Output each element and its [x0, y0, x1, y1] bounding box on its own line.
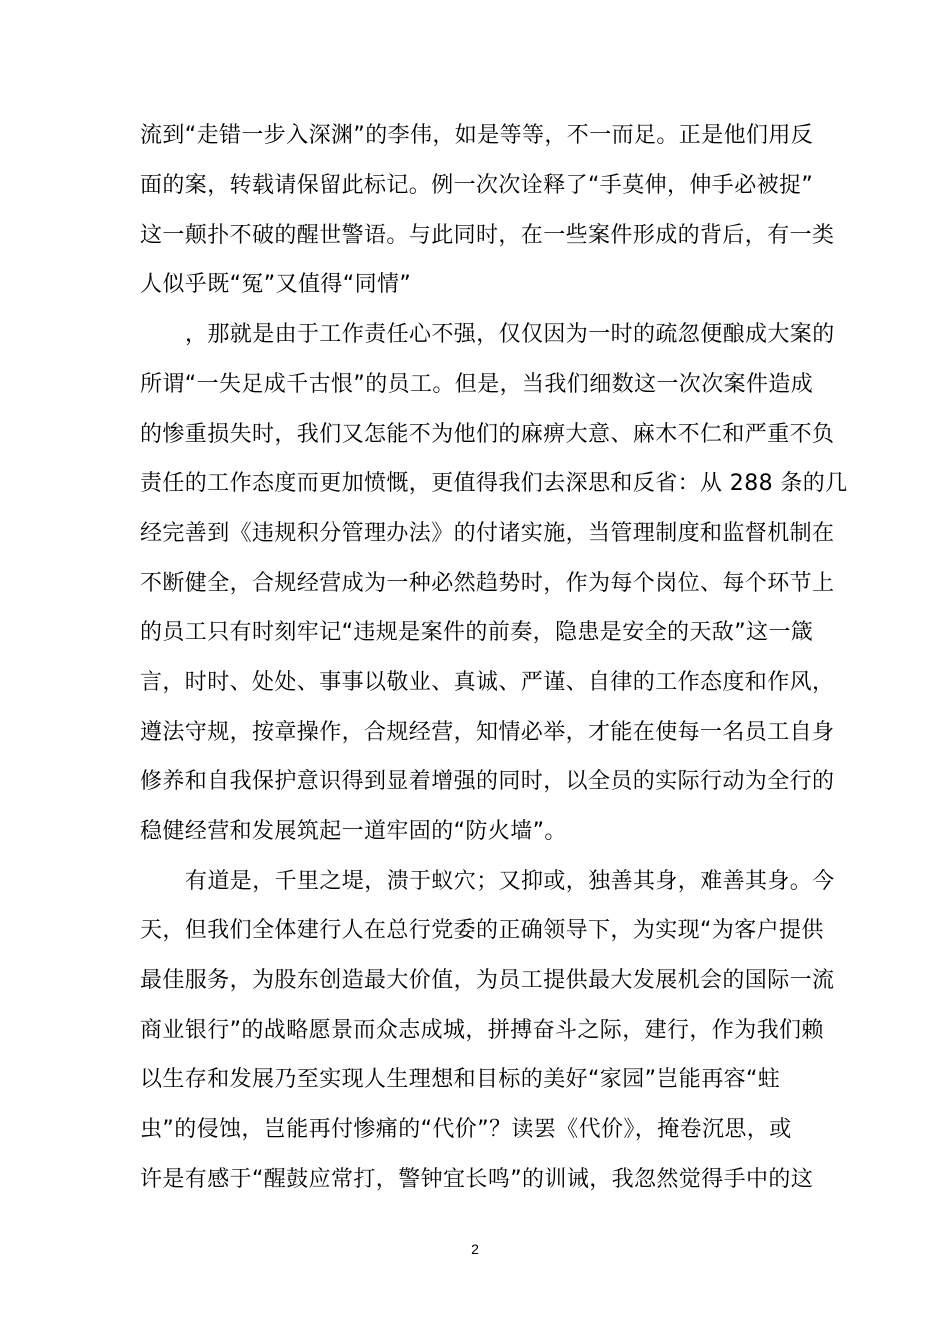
text-line: 遵法守规，按章操作，合规经营，知情必举，才能在使每一名员工自身 [140, 720, 835, 745]
text-line: 有道是，千里之堤，溃于蚁穴；又抑或，独善其身，难善其身。今 [185, 869, 835, 894]
text-line: 许是有感于“醒鼓应常打，警钟宜长鸣”的训诫，我忽然觉得手中的这 [140, 1167, 814, 1192]
text-line: ，那就是由于工作责任心不强，仅仅因为一时的疏忽便酿成大案的 [185, 322, 835, 347]
text-line: 不断健全，合规经营成为一种必然趋势时，作为每个岗位、每个环节上 [140, 571, 835, 596]
text-line: 商业银行”的战略愿景而众志成城，拼搏奋斗之际，建行，作为我们赖 [140, 1018, 824, 1043]
text-line: 所谓“一失足成千古恨”的员工。但是，当我们细数这一次次案件造成 [140, 372, 814, 397]
text-line: 稳健经营和发展筑起一道牢固的“防火墙”。 [140, 819, 567, 844]
text-line: 流到“走错一步入深渊”的李伟，如是等等，不一而足。正是他们用反 [140, 123, 814, 148]
text-line: 以生存和发展乃至实现人生理想和目标的美好“家园”岂能再容“蛀 [140, 1067, 781, 1092]
text-line: 言，时时、处处、事事以敬业、真诚、严谨、自律的工作态度和作风， [140, 670, 835, 695]
text-line: 责任的工作态度而更加愤慨，更值得我们去深思和反省：从 288 条的几 [140, 471, 848, 496]
text-line: 这一颠扑不破的醒世警语。与此同时，在一些案件形成的背后，有一类 [140, 223, 835, 248]
text-line: 最佳服务，为股东创造最大价值，为员工提供最大发展机会的国际一流 [140, 968, 835, 993]
text-line: 修养和自我保护意识得到显着增强的同时，以全员的实际行动为全行的 [140, 769, 835, 794]
text-line: 的惨重损失时，我们又怎能不为他们的麻痹大意、麻木不仁和严重不负 [140, 422, 835, 447]
text-line: 天，但我们全体建行人在总行党委的正确领导下，为实现“为客户提供 [140, 918, 824, 943]
text-line: 面的案，转载请保留此标记。例一次次诠释了“手莫伸，伸手必被捉” [140, 173, 814, 198]
text-line: 人似乎既“冤”又值得“同情” [140, 272, 412, 297]
text-line: 虫”的侵蚀，岂能再付惨痛的“代价”？读罢《代价》，掩卷沉思，或 [140, 1117, 792, 1142]
text-line: 的员工只有时刻牢记“违规是案件的前奏，隐患是安全的天敌”这一箴 [140, 620, 814, 645]
page-number: 2 [471, 1241, 479, 1257]
text-line: 经完善到《违规积分管理办法》的付诸实施，当管理制度和监督机制在 [140, 521, 835, 546]
